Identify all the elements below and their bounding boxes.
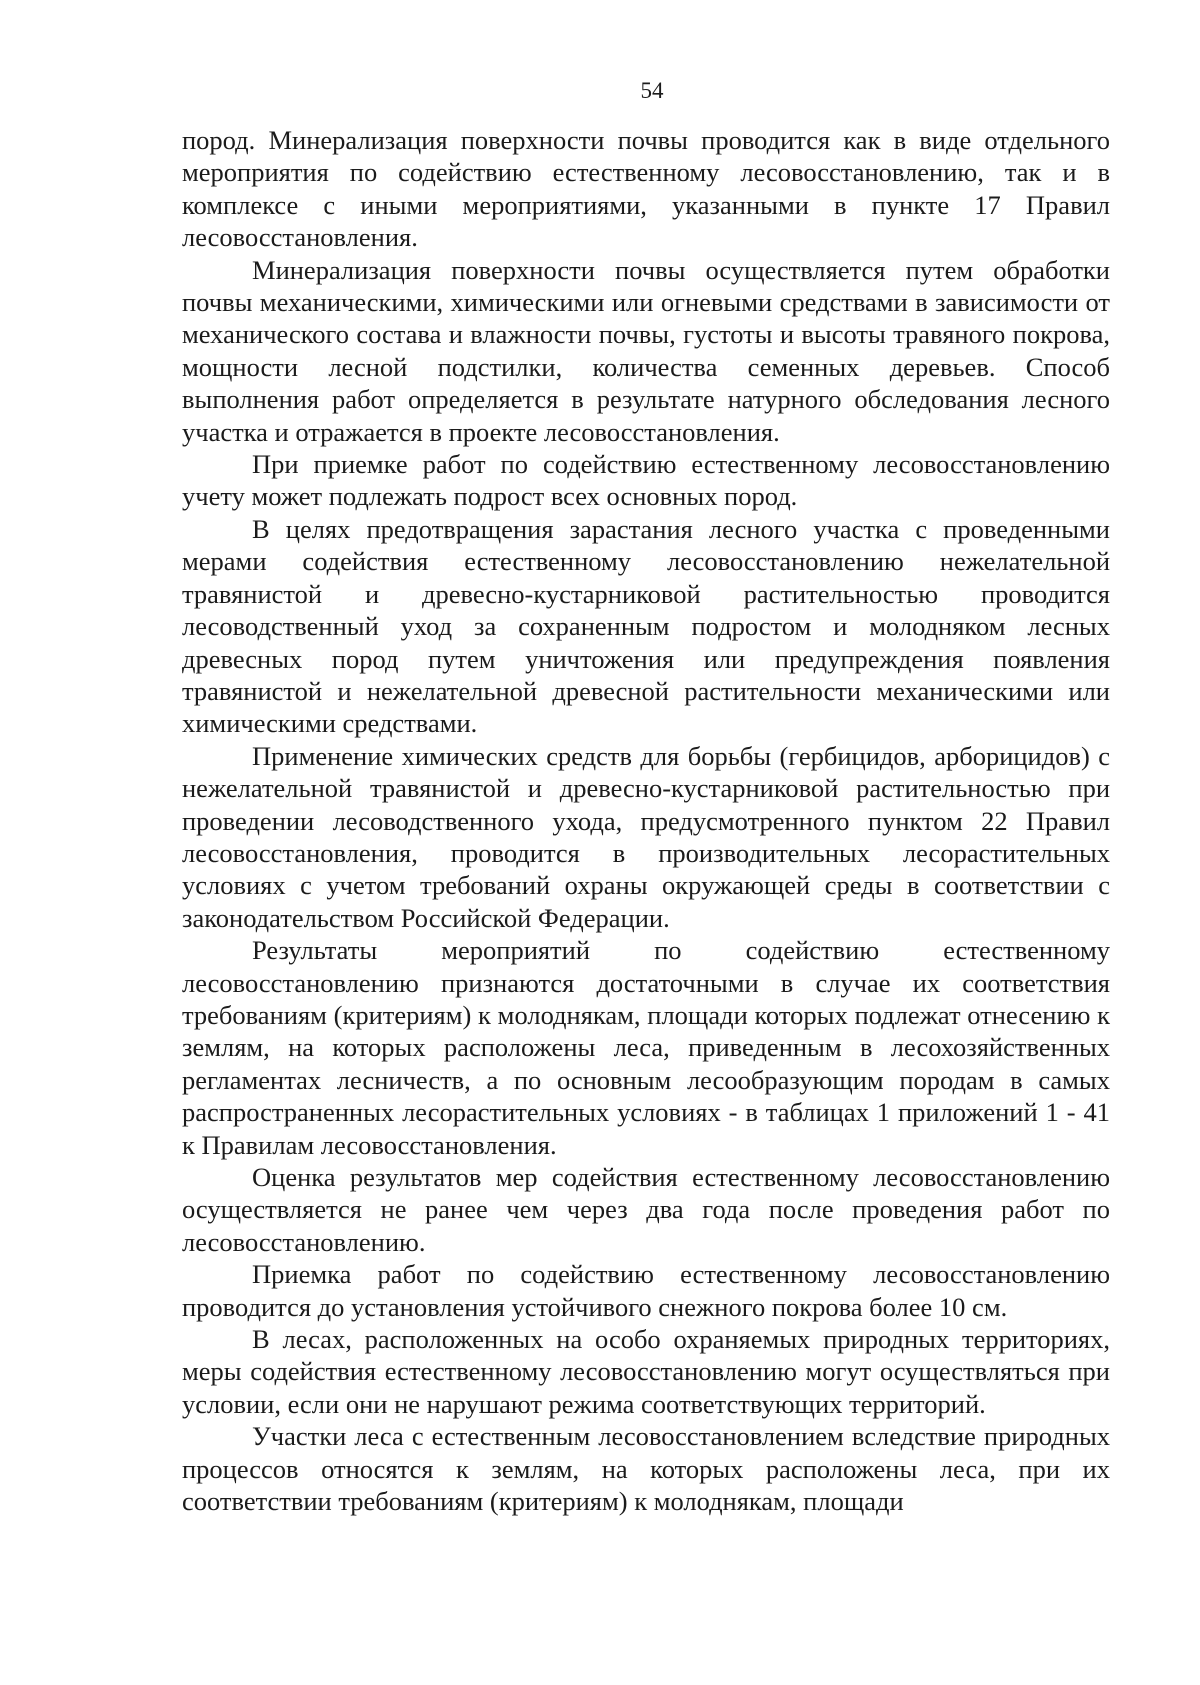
paragraph-mineralization-continued: пород. Минерализация поверхности почвы проводится как в виде отдельного мероприятия по содействию естественному лесовосстановлению, так и в комплексе с иными мероприятиями, указанными в пункте 17 Правил лесовосстановления. xyxy=(182,125,1110,253)
paragraph-results-sufficient: Результаты мероприятий по содействию естественному лесовосстановлению признаются достаточными в случае их соответствия требованиям (критериям) к молоднякам, площади которых подлежат отнесению к землям, на которых расположены леса, приведенным в лесохозяйственных регламентах лесничеств, а по основным лесообразующим породам в самых распространенных лесорастительных условиях - в таблицах 1 приложений 1 - 41 к Правилам лесовосстановления. xyxy=(182,935,1110,1160)
document-body xyxy=(182,124,1110,1517)
page-number: 54 xyxy=(640,78,664,103)
paragraph-results-assessment: Оценка результатов мер содействия естественному лесовосстановлению осуществляется не ранее чем через два года после проведения работ по лесовосстановлению. xyxy=(182,1162,1110,1257)
paragraph-acceptance-undergrowth: При приемке работ по содействию естественному лесовосстановлению учету может подлежать подрост всех основных пород. xyxy=(182,449,1110,512)
paragraph-mineralization-methods: Минерализация поверхности почвы осуществляется путем обработки почвы механическими, химическими или огневыми средствами в зависимости от механического состава и влажности почвы, густоты и высоты травяного покрова, мощности лесной подстилки, количества семенных деревьев. Способ выполнения работ определяется в результате натурного обследования лесного участка и отражается в проекте лесовосстановления. xyxy=(182,254,1110,447)
paragraph-works-acceptance: Приемка работ по содействию естественному лесовосстановлению проводится до установления устойчивого снежного покрова более 10 см. xyxy=(182,1259,1110,1322)
paragraph-natural-regeneration: Участки леса с естественным лесовосстановлением вследствие природных процессов относятся к землям, на которых расположены леса, при их соответствии требованиям (критериям) к молоднякам, площади xyxy=(182,1421,1110,1517)
paragraph-chemical-agents: Применение химических средств для борьбы (гербицидов, арборицидов) с нежелательной травянистой и древесно-кустарниковой растительностью при проведении лесоводственного ухода, предусмотренного пунктом 22 Правил лесовосстановления, проводится в производительных лесорастительных условиях с учетом требований охраны окружающей среды в соответствии с законодательством Российской Федерации. xyxy=(182,740,1110,933)
paragraph-protected-territories: В лесах, расположенных на особо охраняемых природных территориях, меры содействия естественному лесовосстановлению могут осуществляться при условии, если они не нарушают режима соответствующих территорий. xyxy=(182,1324,1110,1419)
paragraph-overgrowth-prevention: В целях предотвращения зарастания лесного участка с проведенными мерами содействия естественному лесовосстановлению нежелательной травянистой и древесно-кустарниковой растительностью проводится лесоводственный уход за сохраненным подростом и молодняком лесных древесных пород путем уничтожения или предупреждения появления травянистой и нежелательной древесной растительности механическими или химическими средствами. xyxy=(182,513,1110,739)
